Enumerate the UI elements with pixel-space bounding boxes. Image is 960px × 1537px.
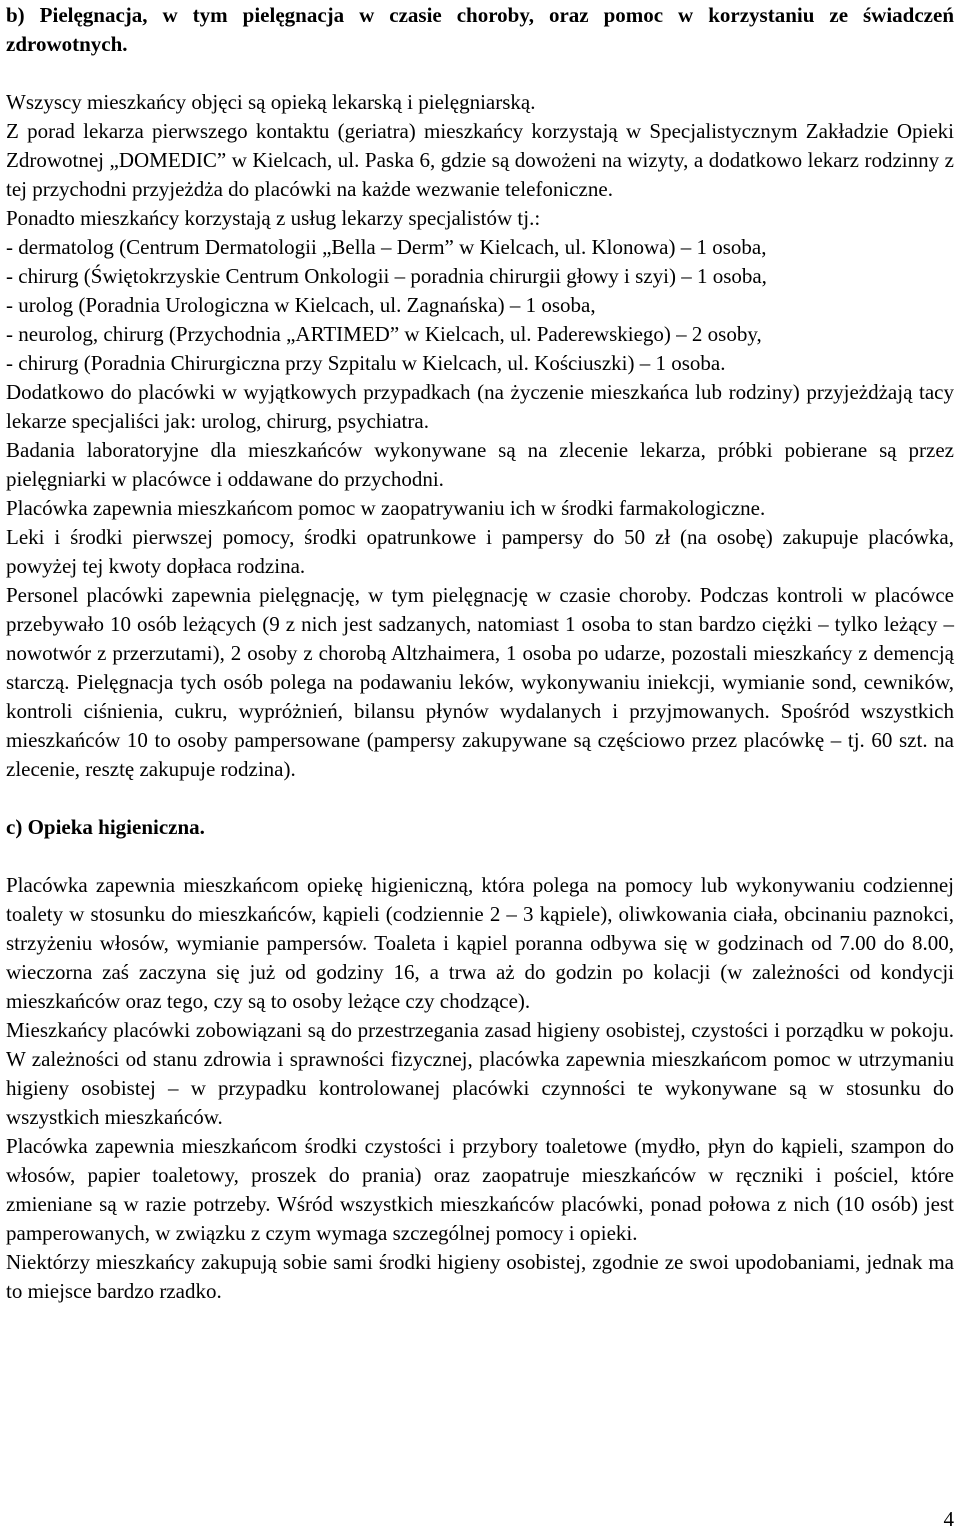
paragraph-nursing: Personel placówki zapewnia pielęgnację, w tym pielęgnację w czasie choroby. Podczas kontroli w placówce przebywało 10 osób leżących (9 z nich jest sadzanych, natomiast 1 osoba to stan bardzo ciężki – tylko leżący – nowotwór z przerzutami), 2 osoby z chorobą Altzhaimera, 1 osoba po udarze, pozostali mieszkańcy z demencją starczą. Pielęgnacja tych osób polega na podawaniu leków, wykonywaniu iniekcji, wymianie sond, cewników, kontroli ciśnienia, cukru, wypróżnień, bilansu płynów wydalanych i przyjmowanych. Spośród wszystkich mieszkańców 10 to osoby pampersowane (pampersy zakupywane są częściowo przez placówkę – tj. 60 szt. na zlecenie, resztę zakupuje rodzina). — [6, 583, 954, 781]
list-item: - urolog (Poradnia Urologiczna w Kielcach, ul. Zagnańska) – 1 osoba, — [6, 293, 596, 317]
paragraph-medicines-cost: Leki i środki pierwszej pomocy, środki opatrunkowe i pampersy do 50 zł (na osobę) zakupuje placówka, powyżej tej kwoty dopłaca rodzina. — [6, 525, 954, 578]
paragraph-gp: Z porad lekarza pierwszego kontaktu (geriatra) mieszkańcy korzystają w Specjalistycznym Zakładzie Opieki Zdrowotnej „DOMEDIC” w Kielcach, ul. Paska 6, gdzie są dowożeni na wizyty, a dodatkowo lekarz rodzinny z tej przychodni przyjeżdża do placówki na każde wezwanie telefoniczne. — [6, 119, 954, 201]
list-item: - chirurg (Świętokrzyskie Centrum Onkologii – poradnia chirurgii głowy i szyi) – 1 osoba, — [6, 264, 767, 288]
spacer — [6, 59, 954, 88]
list-item: - neurolog, chirurg (Przychodnia „ARTIMED” w Kielcach, ul. Paderewskiego) – 2 osoby, — [6, 322, 762, 346]
spacer — [6, 842, 954, 871]
list-item: - chirurg (Poradnia Chirurgiczna przy Szpitalu w Kielcach, ul. Kościuszki) – 1 osoba. — [6, 351, 726, 375]
paragraph-specialists-intro: Ponadto mieszkańcy korzystają z usług lekarzy specjalistów tj.: — [6, 206, 541, 230]
paragraph-own-purchases: Niektórzy mieszkańcy zakupują sobie sami środki higieny osobistej, zgodnie ze swoi upodobaniami, jednak ma to miejsce bardzo rzadko. — [6, 1250, 954, 1303]
paragraph-visiting-specialists: Dodatkowo do placówki w wyjątkowych przypadkach (na życzenie mieszkańca lub rodziny) przyjeżdżają tacy lekarze specjaliści jak: urolog, chirurg, psychiatra. — [6, 380, 954, 433]
paragraph-toiletries: Placówka zapewnia mieszkańcom środki czystości i przybory toaletowe (mydło, płyn do kąpieli, szampon do włosów, papier toaletowy, proszek do prania) oraz zaopatruje mieszkańców w ręczniki i pościel, które zmieniane są w razie potrzeby. Wśród wszystkich mieszkańców placówki, ponad połowa z nich (10 osób) jest pamperowanych, w związku z czym wymaga szczególnej pomocy i opieki. — [6, 1134, 954, 1245]
document-page — [6, 0, 954, 1306]
paragraph-lab-tests: Badania laboratoryjne dla mieszkańców wykonywane są na zlecenie lekarza, próbki pobierane są przez pielęgniarki w placówce i oddawane do przychodni. — [6, 438, 954, 491]
list-item: - dermatolog (Centrum Dermatologii „Bella – Derm” w Kielcach, ul. Klonowa) – 1 osoba, — [6, 235, 767, 259]
paragraph-pharmacology: Placówka zapewnia mieszkańcom pomoc w zaopatrywaniu ich w środki farmakologiczne. — [6, 496, 766, 520]
spacer — [6, 784, 954, 813]
specialists-list — [6, 233, 954, 378]
paragraph-hygiene-care: Placówka zapewnia mieszkańcom opiekę higieniczną, która polega na pomocy lub wykonywaniu codziennej toalety w stosunku do mieszkańców, kąpieli (codziennie 2 – 3 kąpiele), oliwkowania ciała, obcinaniu paznokci, strzyżeniu włosów, wymianie pampersów. Toaleta i kąpiel poranna odbywa się w godzinach od 7.00 do 8.00, wieczorna zaś zaczyna się już od godziny 16, a trwa aż do godzin po kolacji (w zależności od kondycji mieszkańców oraz tego, czy są to osoby leżące czy chodzące). — [6, 873, 954, 1013]
paragraph-hygiene-duties: Mieszkańcy placówki zobowiązani są do przestrzegania zasad higieny osobistej, czystości i porządku w pokoju. W zależności od stanu zdrowia i sprawności fizycznej, placówka zapewnia mieszkańcom pomoc w utrzymaniu higieny osobistej – w przypadku kontrolowanej placówki czynności te wykonywane są w stosunku do wszystkich mieszkańców. — [6, 1018, 954, 1129]
section-b-heading: b) Pielęgnacja, w tym pielęgnacja w czasie choroby, oraz pomoc w korzystaniu ze świadczeń zdrowotnych. — [6, 3, 954, 56]
section-c-heading: c) Opieka higieniczna. — [6, 815, 205, 839]
paragraph-doctor-care: Wszyscy mieszkańcy objęci są opieką lekarską i pielęgniarską. — [6, 90, 536, 114]
page-number: 4 — [943, 1507, 954, 1531]
